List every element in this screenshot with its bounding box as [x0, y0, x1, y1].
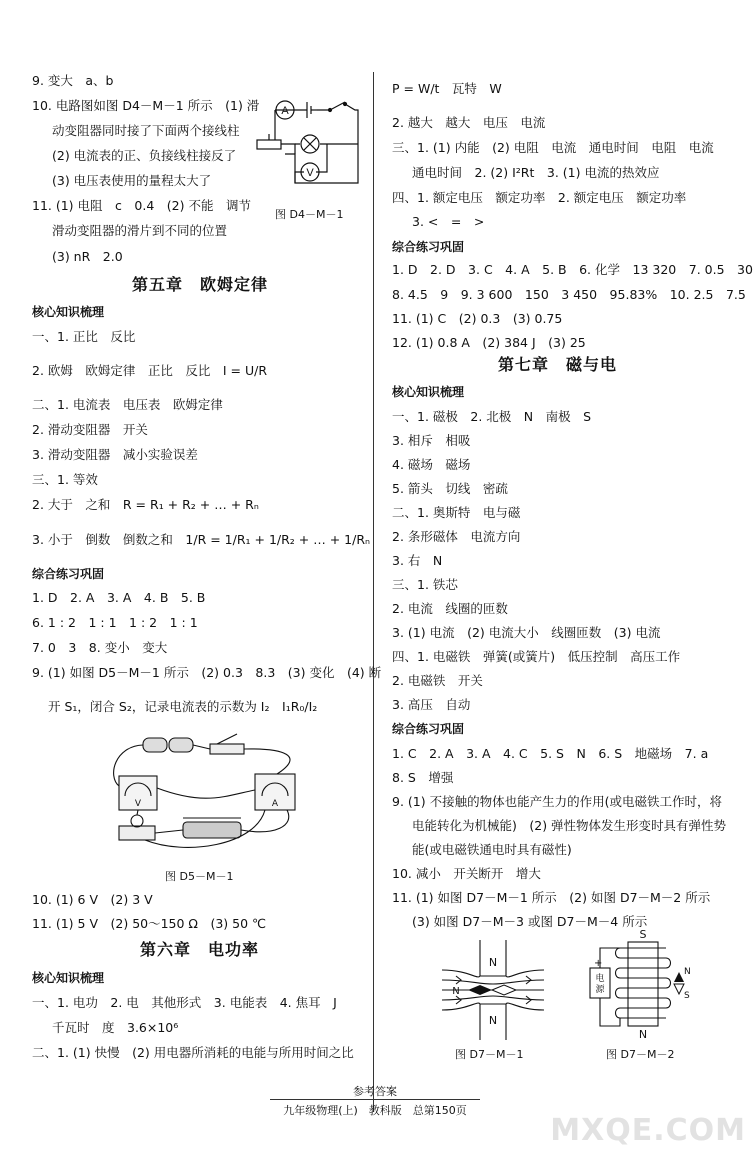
answer-line: 滑动变阻器的滑片到不同的位置 — [52, 223, 228, 238]
solenoid-diagram-d7-2 — [580, 928, 690, 1040]
figure-caption-d5: 图 D5－M－1 — [165, 870, 234, 883]
svg-text:+: + — [594, 958, 603, 969]
answer-line: (3) 如图 D7－M－3 或图 D7－M－4 所示 — [412, 914, 648, 929]
svg-text:V: V — [134, 799, 142, 809]
magnet-field-diagram-d7-1 — [438, 940, 548, 1040]
answer-line: (2) 电流表的正、负接线柱接反了 — [52, 148, 237, 163]
answer-line: 1. D 2. D 3. C 4. A 5. B 6. 化学 13 320 7. 0.5 30 — [392, 262, 753, 277]
answer-line: (3) nR 2.0 — [52, 249, 123, 264]
answer-line: 一、1. 正比 反比 — [32, 329, 136, 344]
section-heading: 核心知识梳理 — [32, 305, 105, 319]
svg-text:N: N — [684, 967, 691, 977]
answer-line: 开 S₁，闭合 S₂，记录电流表的示数为 I₂ I₁R₀/I₂ — [48, 699, 318, 714]
answer-line: 一、1. 磁极 2. 北极 N 南极 S — [392, 409, 592, 424]
section-heading: 综合练习巩固 — [392, 240, 465, 254]
answer-line: 2. 大于 之和 R = R₁ + R₂ + … + Rₙ — [32, 497, 259, 512]
svg-text:源: 源 — [595, 985, 605, 995]
answer-line: 11. (1) 电阻 c 0.4 (2) 不能 调节 — [32, 198, 251, 213]
answer-line: 3. (1) 电流 (2) 电流大小 线圈匝数 (3) 电流 — [392, 625, 661, 640]
circuit-diagram-d4 — [255, 88, 365, 200]
chapter6-title: 第六章 电功率 — [140, 940, 260, 959]
svg-text:N: N — [488, 1014, 498, 1027]
section-heading: 综合练习巩固 — [392, 722, 465, 736]
answer-line: P = W/t 瓦特 W — [392, 81, 502, 96]
answer-line: 3. < = > — [412, 214, 485, 229]
answer-line: 9. 变大 a、b — [32, 73, 114, 88]
answer-line: 6. 1 : 2 1 : 1 1 : 2 1 : 1 — [32, 615, 198, 630]
apparatus-drawing-d5 — [105, 726, 325, 862]
column-divider — [373, 72, 374, 1112]
answer-line: 2. 越大 越大 电压 电流 — [392, 115, 546, 130]
svg-text:S: S — [639, 928, 647, 941]
answer-line: 2. 电流 线圈的匝数 — [392, 601, 508, 616]
section-heading: 核心知识梳理 — [392, 385, 465, 399]
answer-line: 8. S 增强 — [392, 770, 454, 785]
answer-line: 能(或电磁铁通电时具有磁性) — [412, 842, 572, 857]
answer-line: 10. 电路图如图 D4－M－1 所示 (1) 滑 — [32, 98, 260, 113]
answer-line: 12. (1) 0.8 A (2) 384 J (3) 25 — [392, 335, 586, 350]
answer-line: 7. 0 3 8. 变小 变大 — [32, 640, 168, 655]
answer-line: 2. 条形磁体 电流方向 — [392, 529, 521, 544]
answer-line: 3. 滑动变阻器 减小实验误差 — [32, 447, 198, 462]
answer-line: 3. 相斥 相吸 — [392, 433, 471, 448]
answer-line: 二、1. (1) 快慢 (2) 用电器所消耗的电能与所用时间之比 — [32, 1045, 354, 1060]
figure-caption-d7-1: 图 D7－M－1 — [455, 1048, 524, 1061]
figure-caption-d4: 图 D4－M－1 — [275, 208, 344, 221]
svg-text:V: V — [306, 167, 314, 179]
answer-line: 二、1. 奥斯特 电与磁 — [392, 505, 521, 520]
footer-rule — [270, 1099, 480, 1100]
figure-caption-d7-2: 图 D7－M－2 — [606, 1048, 675, 1061]
answer-line: 4. 磁场 磁场 — [392, 457, 471, 472]
answer-line: 3. 右 N — [392, 553, 443, 568]
answer-line: 9. (1) 如图 D5－M－1 所示 (2) 0.3 8.3 (3) 变化 (4) 断 — [32, 665, 382, 680]
answer-line: 三、1. (1) 内能 (2) 电阻 电流 通电时间 电阻 电流 — [392, 140, 714, 155]
answer-line: 9. (1) 不接触的物体也能产生力的作用(或电磁铁工作时，将 — [392, 794, 722, 809]
watermark-logo: MXQE.COM — [550, 1113, 746, 1148]
answer-line: 通电时间 2. (2) I²Rt 3. (1) 电流的热效应 — [412, 165, 660, 180]
answer-line: 1. C 2. A 3. A 4. C 5. S N 6. S 地磁场 7. a — [392, 746, 709, 761]
answer-line: 四、1. 额定电压 额定功率 2. 额定电压 额定功率 — [392, 190, 687, 205]
footer-title: 参考答案 — [353, 1085, 397, 1098]
svg-text:N: N — [488, 956, 498, 969]
answer-line: 10. (1) 6 V (2) 3 V — [32, 892, 153, 907]
answer-line: 动变阻器同时接了下面两个接线柱 — [52, 123, 240, 138]
answer-line: 一、1. 电功 2. 电 其他形式 3. 电能表 4. 焦耳 J — [32, 995, 337, 1010]
svg-text:S: S — [684, 991, 690, 1001]
svg-text:N: N — [638, 1028, 648, 1041]
svg-text:A: A — [271, 799, 279, 809]
answer-line: 千瓦时 度 3.6×10⁶ — [52, 1020, 179, 1035]
answer-line: 2. 电磁铁 开关 — [392, 673, 483, 688]
section-heading: 综合练习巩固 — [32, 567, 105, 581]
answer-line: 2. 欧姆 欧姆定律 正比 反比 I = U/R — [32, 363, 268, 378]
answer-line: 3. 小于 倒数 倒数之和 1/R = 1/R₁ + 1/R₂ + … + 1/Rₙ — [32, 532, 370, 547]
answer-line: 8. 4.5 9 9. 3 600 150 3 450 95.83% 10. 2.5 7.5 — [392, 287, 746, 302]
answer-line: 10. 减小 开关断开 增大 — [392, 866, 541, 881]
answer-line: 11. (1) 5 V (2) 50～150 Ω (3) 50 ℃ — [32, 916, 267, 931]
chapter5-title: 第五章 欧姆定律 — [132, 275, 269, 294]
answer-line: 2. 滑动变阻器 开关 — [32, 422, 148, 437]
answer-line: 电能转化为机械能) (2) 弹性物体发生形变时具有弹性势 — [412, 818, 727, 833]
answer-line: 四、1. 电磁铁 弹簧(或簧片) 低压控制 高压工作 — [392, 649, 681, 664]
svg-text:A: A — [281, 105, 289, 117]
chapter7-title: 第七章 磁与电 — [498, 355, 618, 374]
answer-line: 11. (1) 如图 D7－M－1 所示 (2) 如图 D7－M－2 所示 — [392, 890, 711, 905]
answer-line: 5. 箭头 切线 密疏 — [392, 481, 508, 496]
answer-line: 三、1. 等效 — [32, 472, 98, 487]
footer-page-info: 九年级物理(上) 教科版 总第150页 — [283, 1104, 467, 1117]
answer-line: 二、1. 电流表 电压表 欧姆定律 — [32, 397, 223, 412]
svg-text:N: N — [452, 986, 460, 997]
answer-line: 1. D 2. A 3. A 4. B 5. B — [32, 590, 206, 605]
answer-line: 3. 高压 自动 — [392, 697, 471, 712]
section-heading: 核心知识梳理 — [32, 971, 105, 985]
answer-line: 三、1. 铁芯 — [392, 577, 458, 592]
answer-line: (3) 电压表使用的量程太大了 — [52, 173, 212, 188]
svg-text:电: 电 — [595, 974, 605, 984]
answer-line: 11. (1) C (2) 0.3 (3) 0.75 — [392, 311, 563, 326]
